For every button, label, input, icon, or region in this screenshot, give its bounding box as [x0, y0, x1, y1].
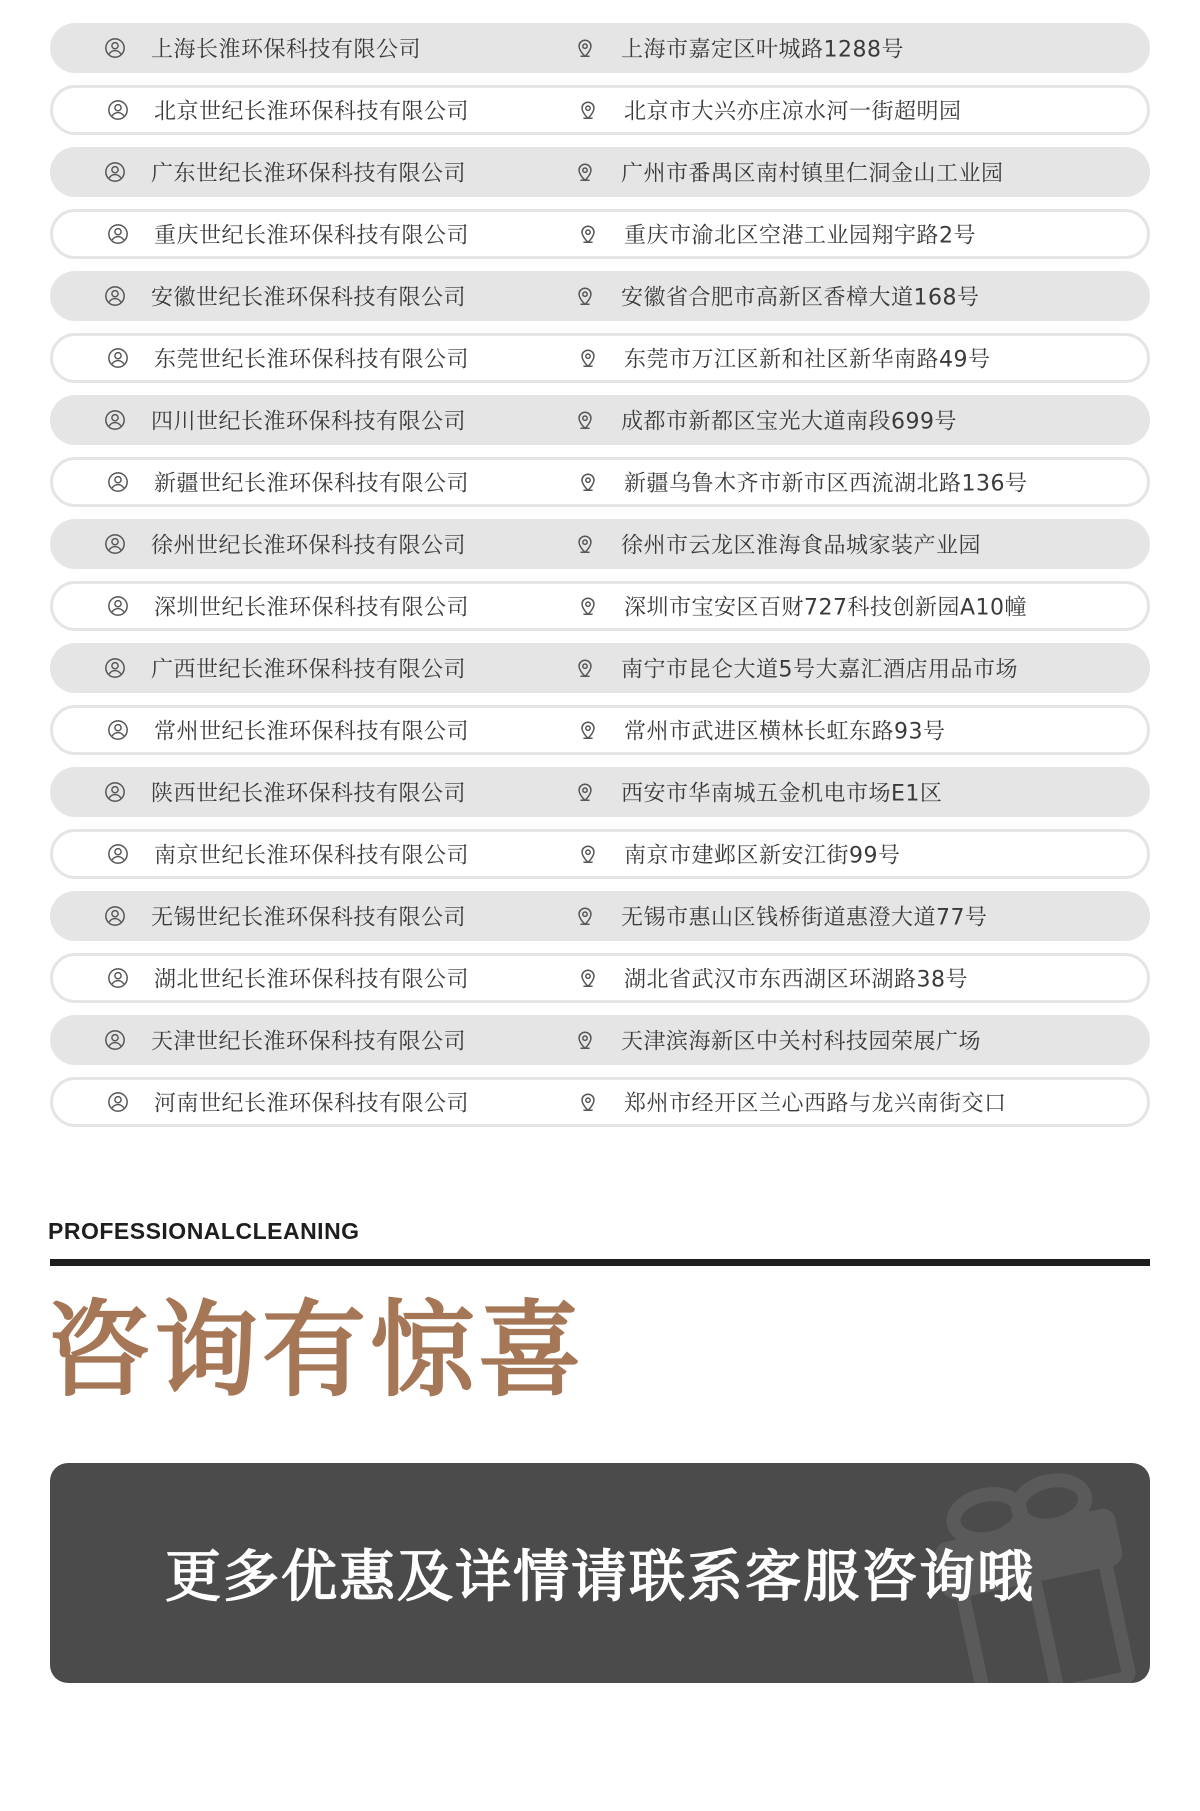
user-circle-icon	[107, 967, 129, 989]
user-circle-icon	[107, 99, 129, 121]
map-pin-icon	[577, 471, 599, 493]
branch-list	[50, 23, 1150, 1139]
branch-address: 北京市大兴亦庄凉水河一街超明园	[624, 99, 962, 125]
user-circle-icon	[104, 533, 126, 555]
branch-company-name: 徐州世纪长淮环保科技有限公司	[151, 533, 467, 559]
map-pin-icon	[574, 1029, 596, 1051]
branch-address: 深圳市宝安区百财727科技创新园A10幢	[624, 595, 1028, 621]
branch-row	[50, 1077, 1150, 1127]
map-pin-icon	[577, 347, 599, 369]
promo-banner[interactable]	[50, 1463, 1150, 1683]
map-pin-icon	[574, 285, 596, 307]
map-pin-icon	[577, 967, 599, 989]
section-eyebrow: PROFESSIONALCLEANING	[48, 1218, 360, 1244]
user-circle-icon	[107, 843, 129, 865]
branch-row	[50, 705, 1150, 755]
branch-row	[50, 85, 1150, 135]
user-circle-icon	[104, 409, 126, 431]
user-circle-icon	[107, 223, 129, 245]
branch-company-name: 常州世纪长淮环保科技有限公司	[154, 719, 470, 745]
branch-row	[50, 395, 1150, 445]
branch-address: 湖北省武汉市东西湖区环湖路38号	[624, 967, 968, 993]
branch-row	[50, 519, 1150, 569]
user-circle-icon	[104, 905, 126, 927]
branch-address: 西安市华南城五金机电市场E1区	[621, 781, 943, 807]
map-pin-icon	[577, 223, 599, 245]
branch-address: 重庆市渝北区空港工业园翔宇路2号	[624, 223, 976, 249]
user-circle-icon	[107, 1091, 129, 1113]
branch-company-name: 天津世纪长淮环保科技有限公司	[151, 1029, 467, 1055]
section-divider	[50, 1259, 1150, 1266]
map-pin-icon	[574, 657, 596, 679]
map-pin-icon	[574, 905, 596, 927]
branch-row	[50, 23, 1150, 73]
user-circle-icon	[104, 781, 126, 803]
branch-company-name: 湖北世纪长淮环保科技有限公司	[154, 967, 470, 993]
branch-row	[50, 147, 1150, 197]
branch-address: 安徽省合肥市高新区香樟大道168号	[621, 285, 980, 311]
section-headline: 咨询有惊喜	[46, 1289, 587, 1411]
branch-row	[50, 271, 1150, 321]
branch-row	[50, 209, 1150, 259]
branch-address: 南宁市昆仑大道5号大嘉汇酒店用品市场	[621, 657, 1018, 683]
branch-company-name: 东莞世纪长淮环保科技有限公司	[154, 347, 470, 373]
branch-address: 上海市嘉定区叶城路1288号	[621, 37, 904, 63]
branch-row	[50, 1015, 1150, 1065]
user-circle-icon	[107, 595, 129, 617]
map-pin-icon	[577, 1091, 599, 1113]
branch-row	[50, 581, 1150, 631]
branch-company-name: 上海长淮环保科技有限公司	[151, 37, 422, 63]
branch-row	[50, 333, 1150, 383]
user-circle-icon	[104, 1029, 126, 1051]
branch-address: 徐州市云龙区淮海食品城家装产业园	[621, 533, 982, 559]
branch-company-name: 新疆世纪长淮环保科技有限公司	[154, 471, 470, 497]
branch-address: 郑州市经开区兰心西路与龙兴南街交口	[624, 1091, 1007, 1117]
branch-row	[50, 953, 1150, 1003]
branch-address: 成都市新都区宝光大道南段699号	[621, 409, 957, 435]
map-pin-icon	[574, 161, 596, 183]
branch-row	[50, 891, 1150, 941]
map-pin-icon	[574, 409, 596, 431]
branch-company-name: 四川世纪长淮环保科技有限公司	[151, 409, 467, 435]
branch-address: 南京市建邺区新安江街99号	[624, 843, 901, 869]
branch-address: 广州市番禺区南村镇里仁洞金山工业园	[621, 161, 1004, 187]
branch-company-name: 安徽世纪长淮环保科技有限公司	[151, 285, 467, 311]
user-circle-icon	[107, 719, 129, 741]
branch-company-name: 广东世纪长淮环保科技有限公司	[151, 161, 467, 187]
map-pin-icon	[577, 99, 599, 121]
user-circle-icon	[104, 161, 126, 183]
promo-text: 更多优惠及详情请联系客服咨询哦	[165, 1545, 1035, 1610]
branch-company-name: 北京世纪长淮环保科技有限公司	[154, 99, 470, 125]
user-circle-icon	[107, 347, 129, 369]
branch-row	[50, 643, 1150, 693]
branch-company-name: 广西世纪长淮环保科技有限公司	[151, 657, 467, 683]
map-pin-icon	[574, 781, 596, 803]
map-pin-icon	[577, 719, 599, 741]
branch-row	[50, 457, 1150, 507]
branch-company-name: 南京世纪长淮环保科技有限公司	[154, 843, 470, 869]
user-circle-icon	[104, 285, 126, 307]
branch-company-name: 陕西世纪长淮环保科技有限公司	[151, 781, 467, 807]
branch-company-name: 重庆世纪长淮环保科技有限公司	[154, 223, 470, 249]
branch-address: 天津滨海新区中关村科技园荣展广场	[621, 1029, 982, 1055]
branch-address: 无锡市惠山区钱桥街道惠澄大道77号	[621, 905, 988, 931]
branch-row	[50, 829, 1150, 879]
map-pin-icon	[577, 843, 599, 865]
branch-company-name: 河南世纪长淮环保科技有限公司	[154, 1091, 470, 1117]
branch-address: 常州市武进区横林长虹东路93号	[624, 719, 946, 745]
branch-address: 东莞市万江区新和社区新华南路49号	[624, 347, 991, 373]
map-pin-icon	[574, 533, 596, 555]
map-pin-icon	[574, 37, 596, 59]
branch-address: 新疆乌鲁木齐市新市区西流湖北路136号	[624, 471, 1028, 497]
map-pin-icon	[577, 595, 599, 617]
branch-company-name: 深圳世纪长淮环保科技有限公司	[154, 595, 470, 621]
user-circle-icon	[104, 657, 126, 679]
branch-row	[50, 767, 1150, 817]
user-circle-icon	[104, 37, 126, 59]
branch-company-name: 无锡世纪长淮环保科技有限公司	[151, 905, 467, 931]
user-circle-icon	[107, 471, 129, 493]
